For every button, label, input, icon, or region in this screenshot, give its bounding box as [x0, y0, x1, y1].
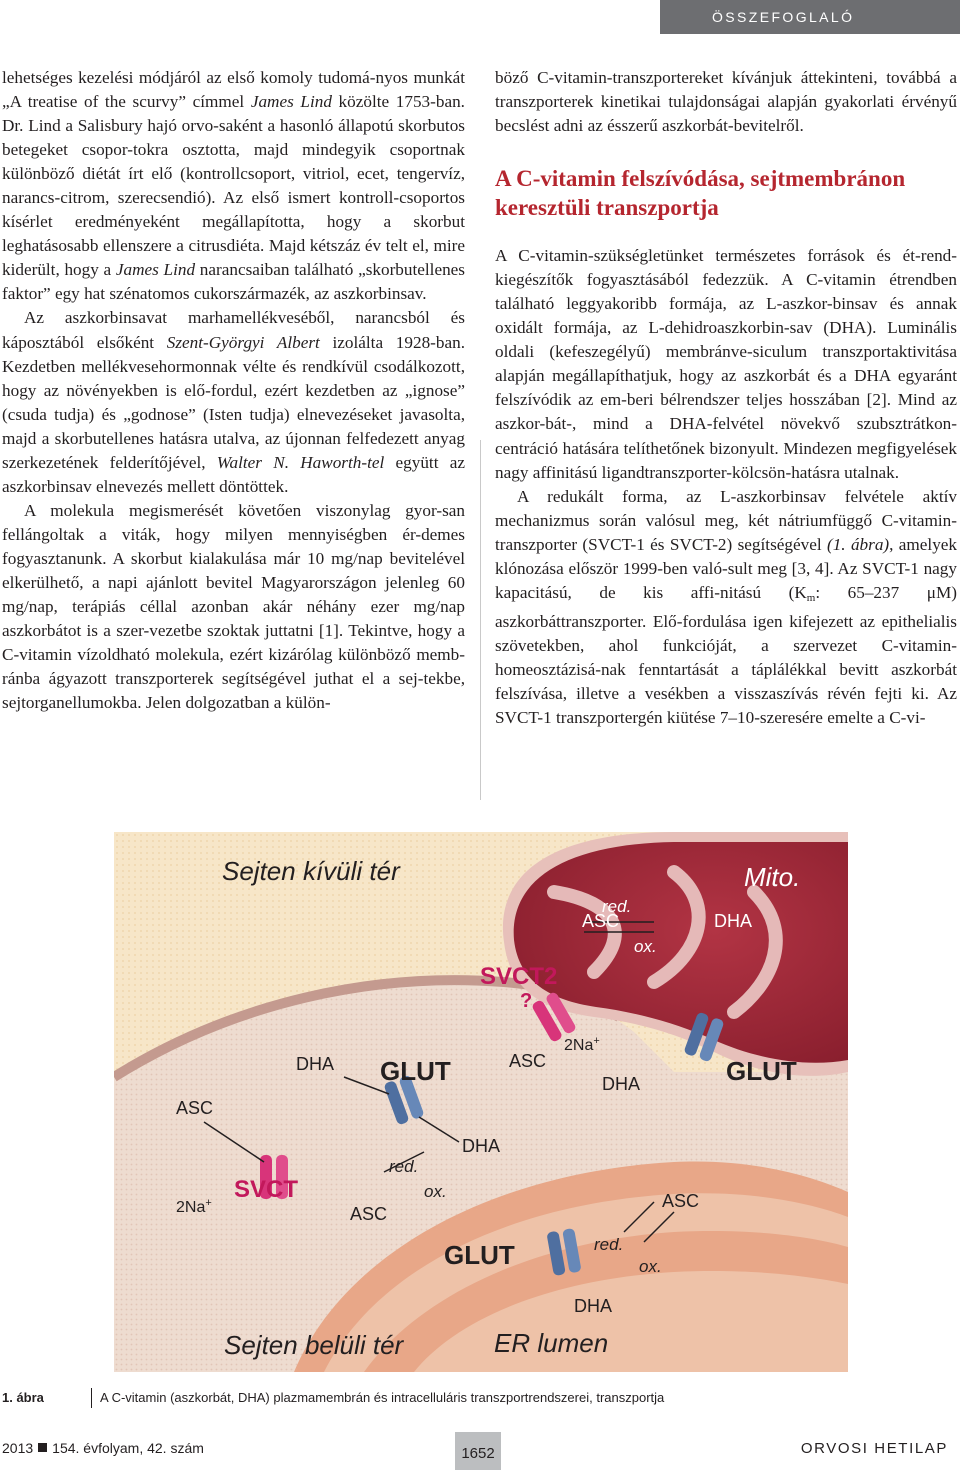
italic-run: James Lind	[250, 92, 332, 112]
label-dha-2: DHA	[462, 1136, 501, 1156]
label-mito: Mito.	[744, 862, 801, 892]
square-bullet-icon	[38, 1443, 47, 1452]
label-ox-er: ox.	[639, 1257, 662, 1276]
italic-run: Szent-Györgyi Albert	[166, 332, 320, 352]
page-footer	[0, 1432, 960, 1470]
right-column	[495, 66, 957, 730]
right-paragraph-2: A redukált forma, az L-aszkorbinsav felvétele aktív mechanizmus során valósul meg, két nátriumfüggő C-vitamin-transzporter (SVCT-1 és SVCT-2) segítségével (1. ábra), amelyek klónozása először 1999-ben való-sult meg [3, 4]. Az SVCT-1 nagy kapacitású, de kis affi-nitású ($K_m$: 65–237 μM) aszkorbáttranszporter. Elő-fordulása igen kifejezett az epithelialis szövetekben, ahol funkcióját, a szervezet C-vitamin-homeosztázisá-nak fenntartását a táplálékkal bevitt aszkorbát felszívása, illetve a vesékben a visszaszívás révén fejti ki. Az SVCT-1 transzportergén kiütése 7–10-szeresére emelte a C-vi-	[495, 486, 958, 728]
label-extracellular: Sejten kívüli tér	[222, 856, 400, 886]
journal-name: ORVOSI HETILAP	[800, 1440, 948, 1457]
label-asc-1: ASC	[176, 1098, 214, 1118]
caption-number: 1. ábra	[2, 1390, 44, 1405]
label-glut-mito: GLUT	[726, 1056, 797, 1086]
label-na-1: 2Na+	[176, 1197, 212, 1216]
label-ox-1: ox.	[424, 1182, 447, 1201]
italic-run: Walter N. Haworth-tel	[216, 452, 385, 472]
right-paragraph-0: böző C-vitamin-transzportereket kívánjuk áttekinteni, továbbá a transzporterek kinetikai tulajdonságai alapján gyakorlati érvényű becslést adni az ésszerű aszkorbát-bevitelről.	[495, 68, 957, 136]
label-asc-mito: ASC	[582, 911, 620, 931]
subscript-run: m	[806, 591, 816, 604]
left-paragraph-3: A molekula megismerését követően viszonylag gyor-san fellángoltak a viták, hogy milyen mennyiségben ér-demes fogyasztanunk. A skorbut kialakulása már 10 mg/nap bevitelével elkerülhető, a napi ajánlott bevitel Magyarországon jelenleg 60 mg/nap, terápiás céllal azonban akár néhány ezer mg/nap aszkorbátot is a szer-vezetbe szoktak juttatni [1]. Tekintve, hogy a C-vitamin vízoldható molekula, ezért kizárólag különböző memb-ránba ágyazott transzporterek segítségével juthat el a sej-tekbe, sejtorganellumokba. Jelen dolgozatban a külön-	[2, 500, 465, 713]
label-dha-er: DHA	[574, 1296, 613, 1316]
label-red-1: red.	[389, 1157, 419, 1176]
transport-diagram	[114, 832, 848, 1372]
label-asc-2: ASC	[350, 1204, 388, 1224]
section-header	[660, 0, 960, 59]
label-svct: SVCT	[234, 1176, 299, 1203]
label-er: ER lumen	[494, 1328, 609, 1358]
footer-issue	[2, 1440, 204, 1456]
italic-run: James Lind	[115, 260, 196, 280]
label-na-2: 2Na+	[564, 1035, 600, 1054]
label-svct2: SVCT2	[480, 963, 558, 990]
footer-year: 2013	[2, 1440, 34, 1456]
page-number: 1652	[455, 1432, 501, 1470]
section-heading: A C-vitamin felszívódása, sejtmembránon keresztüli transzportja	[495, 166, 906, 221]
label-red-er: red.	[594, 1235, 624, 1254]
figure-1	[114, 832, 848, 1372]
label-dha-1: DHA	[296, 1054, 335, 1074]
footer-volume: 154. évfolyam, 42. szám	[52, 1440, 204, 1456]
label-intracellular: Sejten belüli tér	[224, 1330, 404, 1360]
right-paragraph-1: A C-vitamin-szükségletünket természetes források és ét-rend-kiegészítők fogyasztásából fedezzük. A C-vitamin étrendben található leggyakoribb formája, az L-aszkor-binsav és annak oxidált formája, az L-dehidroaszkorbin-sav (DHA). Luminális oldali (kefeszegélyű) membránve-siculum transzportaktivitása alapján megállapíthatjuk, hogy az aszkorbát és a DHA egyaránt felszívódik az em-beri bélrendszer teljes hosszában [2]. Mind az aszkor-bát-, mind a DHA-felvétel növekvő szubsztrátkon-centráció hatására telíthetőnek bizonyult. Mindezen megfigyelések nagy affinitású ligandtranszporter-kölcsön-hatásra utalnak.	[495, 246, 957, 482]
label-dha-3: DHA	[602, 1074, 641, 1094]
caption-text: A C-vitamin (aszkorbát, DHA) plazmamembrán és intracelluláris transzportrendszerei, transzportja	[100, 1390, 665, 1405]
label-glut-plasma: GLUT	[380, 1056, 451, 1086]
section-title: ÖSSZEFOGLALÓ KÖZLEMÉNY	[712, 9, 855, 59]
column-divider	[480, 440, 481, 800]
label-asc-3: ASC	[509, 1051, 547, 1071]
label-ox-mito: ox.	[634, 937, 657, 956]
italic-run: (1. ábra)	[826, 534, 890, 554]
caption-divider	[91, 1388, 92, 1408]
label-red-mito: red.	[602, 897, 632, 916]
label-svct2-question: ?	[520, 990, 533, 1012]
label-dha-mito: DHA	[714, 911, 753, 931]
left-column	[2, 66, 465, 715]
left-paragraph-2: Az aszkorbinsavat marhamellékveséből, narancsból és káposztából elsőként Szent-Györgyi Albert izolálta 1928-ban. Kezdetben mellékvesehormonnak vélte és rendkívül csodálkozott, hogy az növényekben is elő-fordul, ezért kezdetben az „ignose” (csuda tudja) és „godnose” (Isten tudja) elnevezéseket javasolta, majd a skorbutellenes hatásra utalva, az újonnan felfedezett anyag szerkezetének felderítőjével, Walter N. Haworth-tel együtt az aszkorbinsav elnevezés mellett döntöttek.	[2, 308, 465, 496]
label-glut-er: GLUT	[444, 1240, 515, 1270]
left-paragraph-1: lehetséges kezelési módjáról az első komoly tudomá-nyos munkát „A treatise of the scurvy” címmel James Lind közölte 1753-ban. Dr. Lind a Salisbury hajó orvo-saként a hasonló állapotú skorbutos betegeket csopor-tokra osztotta, majd mindegyik csoportnak különböző diétát írt elő (kontrollcsoport, vitriol, ecet, tengervíz, narancs-citrom, szerecsendió). Az első ismert kontroll-csoportos kísérlet eredményeként megállapította, hogy a skorbut leghatásosabb ellenszere a citrusdiéta. Majd kétszáz év telt el, mire kiderült, hogy a James Lind narancsaiban található „skorbutellenes faktor” egy hat szénatomos cukorszármazék, az aszkorbinsav.	[2, 68, 465, 304]
label-asc-er: ASC	[662, 1191, 700, 1211]
